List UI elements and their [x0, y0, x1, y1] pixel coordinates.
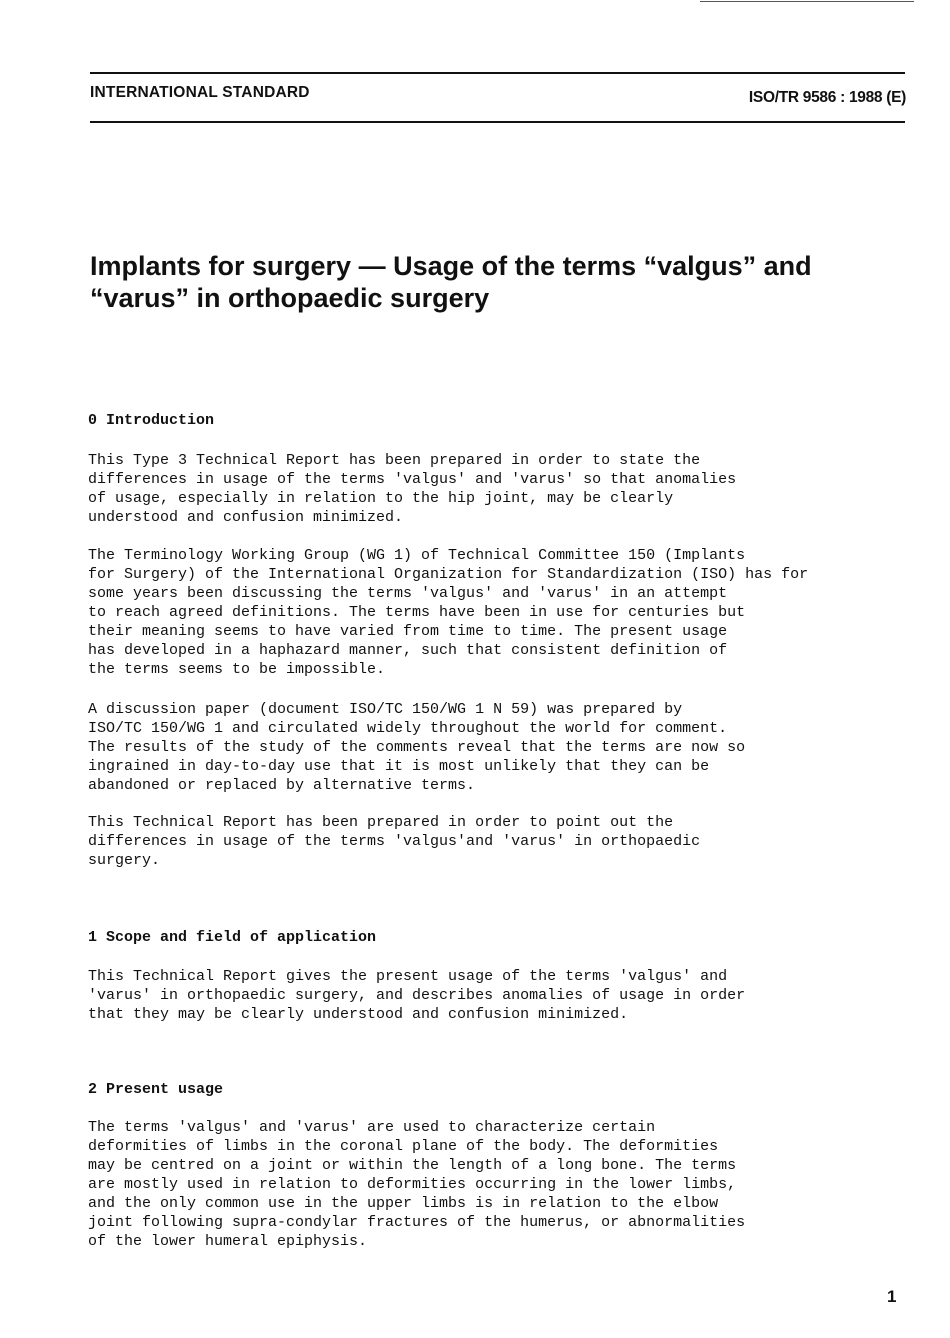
section-heading-scope: 1 Scope and field of application	[88, 929, 377, 946]
section-heading-introduction: 0 Introduction	[88, 412, 215, 429]
top-corner-rule	[700, 1, 914, 2]
header-bottom-rule	[90, 121, 905, 123]
section-heading-present-usage: 2 Present usage	[88, 1081, 224, 1098]
scope-paragraph-1: This Technical Report gives the present usage of the terms 'valgus' and 'varus' in orthopaedic surgery, and describes anomalies of usage in order that they may be clearly understood and confusion minimized.	[88, 968, 746, 1023]
introduction-paragraph-4: This Technical Report has been prepared in order to point out the differences in usage of the terms 'valgus'and 'varus' in orthopaedic surgery.	[88, 814, 701, 869]
present-usage-paragraph-1: The terms 'valgus' and 'varus' are used to characterize certain deformities of limbs in the coronal plane of the body. The deformities may be centred on a joint or within the length of a long bone. The terms are mostly used in relation to deformities occurring in the lower limbs, and the only common use in the upper limbs is in relation to the elbow joint following supra-condylar fractures of the humerus, or abnormalities of the lower humeral epiphysis.	[88, 1119, 746, 1250]
introduction-paragraph-3: A discussion paper (document ISO/TC 150/WG 1 N 59) was prepared by ISO/TC 150/WG 1 and circulated widely throughout the world for comment. The results of the study of the comments reveal that the terms are now so ingrained in day-to-day use that it is most unlikely that they can be abandoned or replaced by alternative terms.	[88, 701, 746, 794]
introduction-paragraph-1: This Type 3 Technical Report has been prepared in order to state the differences in usage of the terms 'valgus' and 'varus' so that anomalies of usage, especially in relation to the hip joint, may be clearly understood and confusion minimized.	[88, 452, 737, 526]
introduction-paragraph-2: The Terminology Working Group (WG 1) of Technical Committee 150 (Implants for Surgery) of the International Organization for Standardization (ISO) has for some years been discussing the terms 'valgus' and 'varus' in an attempt to reach agreed definitions. The terms have been in use for centuries but their meaning seems to have varied from time to time. The present usage has developed in a haphazard manner, such that consistent definition of the terms seems to be impossible.	[88, 547, 809, 678]
document-title: Implants for surgery — Usage of the terms “valgus” and “varus” in orthopaedic surgery	[90, 251, 812, 313]
header-standard-type: INTERNATIONAL STANDARD	[90, 84, 310, 101]
header-document-number: ISO/TR 9586 : 1988 (E)	[748, 89, 906, 106]
header-top-rule	[90, 72, 905, 74]
page-number: 1	[887, 1287, 897, 1306]
